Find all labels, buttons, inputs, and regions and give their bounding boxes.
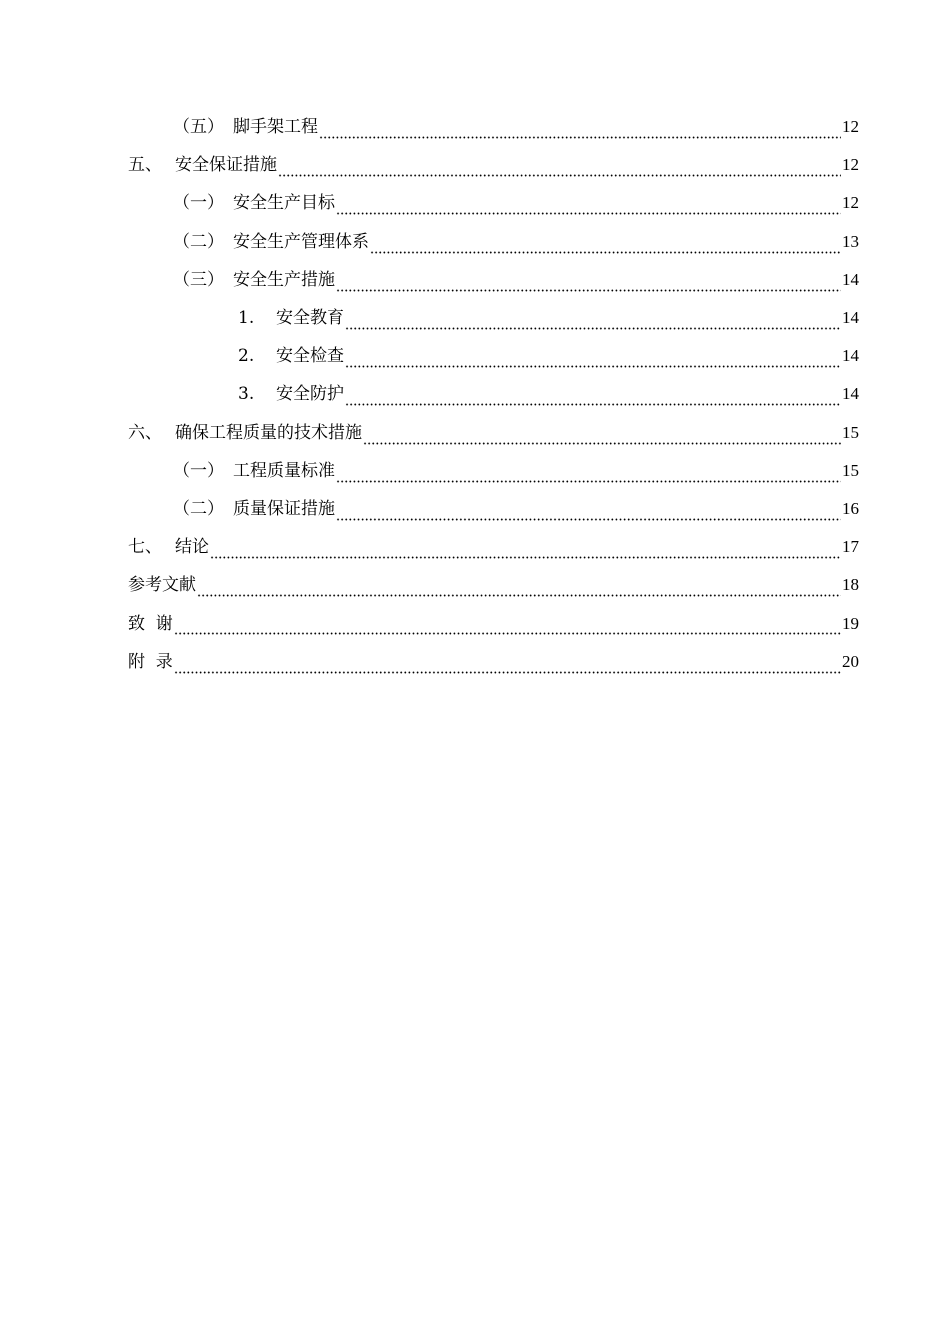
toc-entry-page: 14 bbox=[842, 308, 859, 328]
toc-entry[interactable] bbox=[0, 146, 950, 184]
dot-leader bbox=[345, 299, 841, 337]
dot-leader bbox=[336, 184, 841, 222]
toc-entry-title: 致 谢 bbox=[128, 613, 173, 634]
dot-leader bbox=[319, 108, 841, 146]
toc-entry-title: 参考文献 bbox=[128, 575, 196, 596]
toc-entry-page: 16 bbox=[842, 498, 859, 518]
toc-entry-title: 结论 bbox=[175, 537, 209, 558]
toc-entry[interactable] bbox=[0, 261, 950, 299]
toc-entry-page: 12 bbox=[842, 155, 859, 175]
toc-entry-number: 五、 bbox=[128, 155, 162, 176]
toc-entry-number: 七、 bbox=[128, 537, 162, 558]
toc-entry-number: 1. bbox=[238, 308, 255, 329]
toc-entry-number: 六、 bbox=[128, 422, 162, 443]
toc-entry-page: 17 bbox=[842, 537, 859, 557]
toc-entry-title: 安全生产措施 bbox=[233, 269, 335, 290]
toc-entry-number: （二） bbox=[173, 231, 224, 252]
toc-entry-page: 13 bbox=[842, 231, 859, 251]
dot-leader bbox=[363, 414, 841, 452]
toc-entry[interactable] bbox=[0, 184, 950, 222]
toc-entry-title: 安全教育 bbox=[276, 308, 344, 329]
toc-entry[interactable] bbox=[0, 643, 950, 681]
toc-entry-number: （二） bbox=[173, 498, 224, 519]
toc-entry[interactable] bbox=[0, 299, 950, 337]
toc-entry-number: （五） bbox=[173, 117, 224, 138]
toc-entry-title: 工程质量标准 bbox=[233, 460, 335, 481]
dot-leader bbox=[336, 261, 841, 299]
toc-entry-page: 19 bbox=[842, 613, 859, 633]
toc-entry[interactable] bbox=[0, 604, 950, 642]
toc-entry-title: 质量保证措施 bbox=[233, 498, 335, 519]
toc-entry-title: 安全防护 bbox=[276, 384, 344, 405]
dot-leader bbox=[336, 452, 841, 490]
toc-entry[interactable] bbox=[0, 452, 950, 490]
toc-entry[interactable] bbox=[0, 108, 950, 146]
dot-leader bbox=[370, 223, 841, 261]
toc-entry-page: 14 bbox=[842, 384, 859, 404]
dot-leader bbox=[345, 337, 841, 375]
toc-entry-number: （一） bbox=[173, 460, 224, 481]
toc-entry-page: 12 bbox=[842, 193, 859, 213]
toc-entry-title: 附 录 bbox=[128, 651, 173, 672]
toc-entry[interactable] bbox=[0, 414, 950, 452]
toc-entry[interactable] bbox=[0, 223, 950, 261]
toc-entry-number: 3. bbox=[238, 384, 255, 405]
toc-entry[interactable] bbox=[0, 566, 950, 604]
toc-entry-page: 14 bbox=[842, 346, 859, 366]
toc-entry-number: 2. bbox=[238, 346, 255, 367]
toc-entry[interactable] bbox=[0, 375, 950, 413]
toc-entry-page: 12 bbox=[842, 117, 859, 137]
toc-entry-title: 安全保证措施 bbox=[175, 155, 277, 176]
dot-leader bbox=[278, 146, 841, 184]
toc-entry[interactable] bbox=[0, 337, 950, 375]
toc-entry[interactable] bbox=[0, 490, 950, 528]
toc-entry-page: 14 bbox=[842, 269, 859, 289]
dot-leader bbox=[174, 604, 841, 642]
toc-entry-title: 安全生产管理体系 bbox=[233, 231, 369, 252]
dot-leader bbox=[336, 490, 841, 528]
toc-entry-page: 15 bbox=[842, 460, 859, 480]
toc-entry-number: （三） bbox=[173, 269, 224, 290]
toc-entry-page: 15 bbox=[842, 422, 859, 442]
toc-entry-title: 安全生产目标 bbox=[233, 193, 335, 214]
toc-entry-page: 18 bbox=[842, 575, 859, 595]
toc-entry[interactable] bbox=[0, 528, 950, 566]
toc-entry-title: 安全检查 bbox=[276, 346, 344, 367]
toc-entry-number: （一） bbox=[173, 193, 224, 214]
dot-leader bbox=[345, 375, 841, 413]
dot-leader bbox=[174, 643, 841, 681]
dot-leader bbox=[197, 566, 841, 604]
table-of-contents bbox=[0, 108, 950, 681]
dot-leader bbox=[210, 528, 841, 566]
toc-entry-page: 20 bbox=[842, 651, 859, 671]
toc-entry-title: 确保工程质量的技术措施 bbox=[175, 422, 362, 443]
toc-entry-title: 脚手架工程 bbox=[233, 117, 318, 138]
